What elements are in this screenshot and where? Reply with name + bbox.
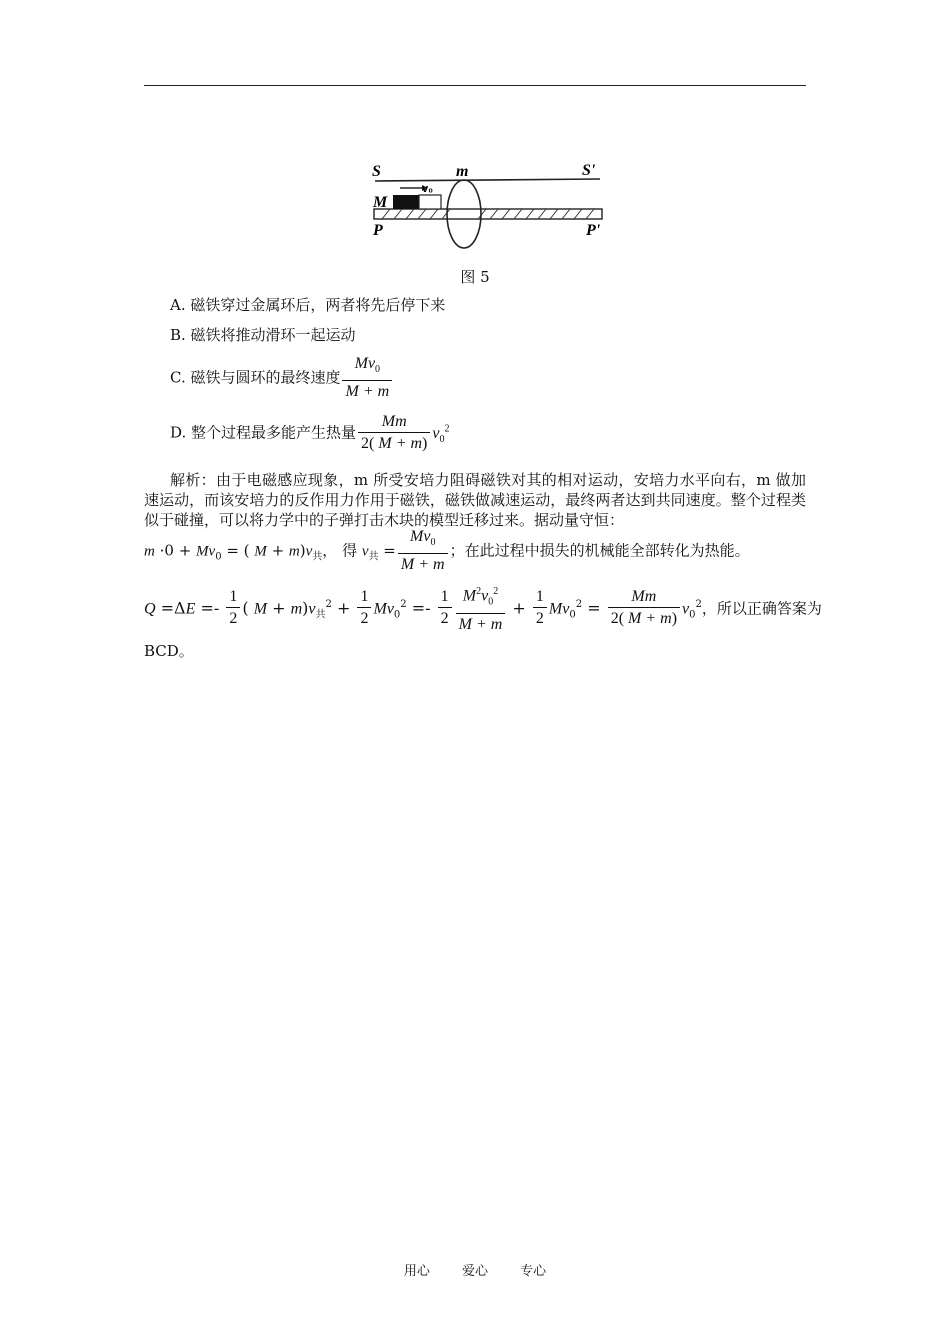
option-d-text: D. 整个过程最多能产生热量 bbox=[170, 423, 357, 442]
fraction-half-1: $\frac{1}{2}$ bbox=[226, 587, 240, 630]
fraction-m2v0: $\frac{M^2v_0^2}{M + m}$ bbox=[456, 582, 506, 636]
footer-c: 专心 bbox=[520, 1264, 547, 1279]
header-rule bbox=[144, 85, 806, 86]
magnet-M-body bbox=[419, 195, 441, 209]
label-P: P bbox=[373, 222, 383, 239]
sub-gong-2: 共 bbox=[368, 551, 379, 563]
footer-a: 用心 bbox=[403, 1264, 430, 1279]
fraction-heat: $\frac{Mm}{2( M + m)}$ bbox=[358, 412, 430, 455]
fraction-half-3: $\frac{1}{2}$ bbox=[438, 587, 452, 630]
label-S: S bbox=[372, 163, 381, 180]
option-a: A. 磁铁穿过金属环后，两者将先后停下来 bbox=[170, 296, 446, 314]
page-footer bbox=[0, 1260, 950, 1279]
label-m: m bbox=[456, 163, 469, 180]
rod-S bbox=[375, 179, 600, 181]
label-S-prime: S' bbox=[582, 162, 596, 179]
fraction-heat-result: $\frac{Mm}{2( M + m)}$ bbox=[608, 587, 680, 630]
magnet-ring-figure bbox=[360, 155, 610, 255]
line2-tail: ；在此过程中损失的机械能全部转化为热能。 bbox=[449, 541, 750, 560]
sub-gong-1: 共 bbox=[312, 551, 323, 563]
label-M: M bbox=[373, 194, 388, 211]
label-v0: v₀ bbox=[422, 183, 434, 195]
figure-caption: 图 5 bbox=[460, 268, 490, 286]
label-P-prime: P' bbox=[586, 222, 601, 239]
option-c-text: C. 磁铁与圆环的最终速度 bbox=[170, 368, 341, 387]
analysis-paragraph: 解析：由于电磁感应现象，m 所受安培力阻碍磁铁对其的相对运动，安培力水平向右，m 做加速运动，而该安培力的反作用力作用于磁铁，磁铁做减速运动，最终两者达到共同速度。整个过程类似于碰撞，可以将力学中的子弹打击木块的模型迁移过来。据动量守恒： bbox=[144, 471, 806, 529]
option-d: D. 整个过程最多能产生热量 $\frac{Mm}{2( M + m)}$ $v_0^2$ bbox=[170, 412, 449, 455]
track-P bbox=[374, 209, 602, 219]
option-b: B. 磁铁将推动滑环一起运动 bbox=[170, 326, 356, 344]
option-c bbox=[170, 354, 394, 403]
energy-equation-line: Q =ΔE =- $\frac{1}{2}$ ( $M + m)v_共^2$ + $\frac{1}{2}$ $Mv_0^2$ =- $\frac{1}{2}$ $\frac{M^2v_0^2}{M + m}$ + $\frac{1}{2}$ $Mv_0^2$ = $\frac{Mm}{2( M + m)}$ $v_0^2$，所以正确答案为 bbox=[144, 582, 822, 636]
fraction-common-velocity: $\frac{Mv_0}{M + m}$ bbox=[398, 527, 448, 576]
momentum-equation-line: $m \cdot 0 + Mv_0$ = ( $M + m)v_共$， 得 $v_共$ = $\frac{Mv_0}{M + m}$ ；在此过程中损失的机械能全部转化为热能。 bbox=[144, 527, 750, 576]
fraction-final-velocity: $\frac{Mv_0}{M + m}$ bbox=[342, 354, 392, 403]
fraction-half-4: $\frac{1}{2}$ bbox=[533, 587, 547, 630]
footer-b: 爱心 bbox=[461, 1264, 488, 1279]
sub-gong-3: 共 bbox=[315, 609, 326, 621]
fraction-half-2: $\frac{1}{2}$ bbox=[357, 587, 371, 630]
de-word: 得 bbox=[342, 541, 358, 560]
answer-line: BCD。 bbox=[144, 642, 194, 660]
line3-tail: ，所以正确答案为 bbox=[701, 599, 822, 618]
magnet-M bbox=[393, 195, 419, 209]
